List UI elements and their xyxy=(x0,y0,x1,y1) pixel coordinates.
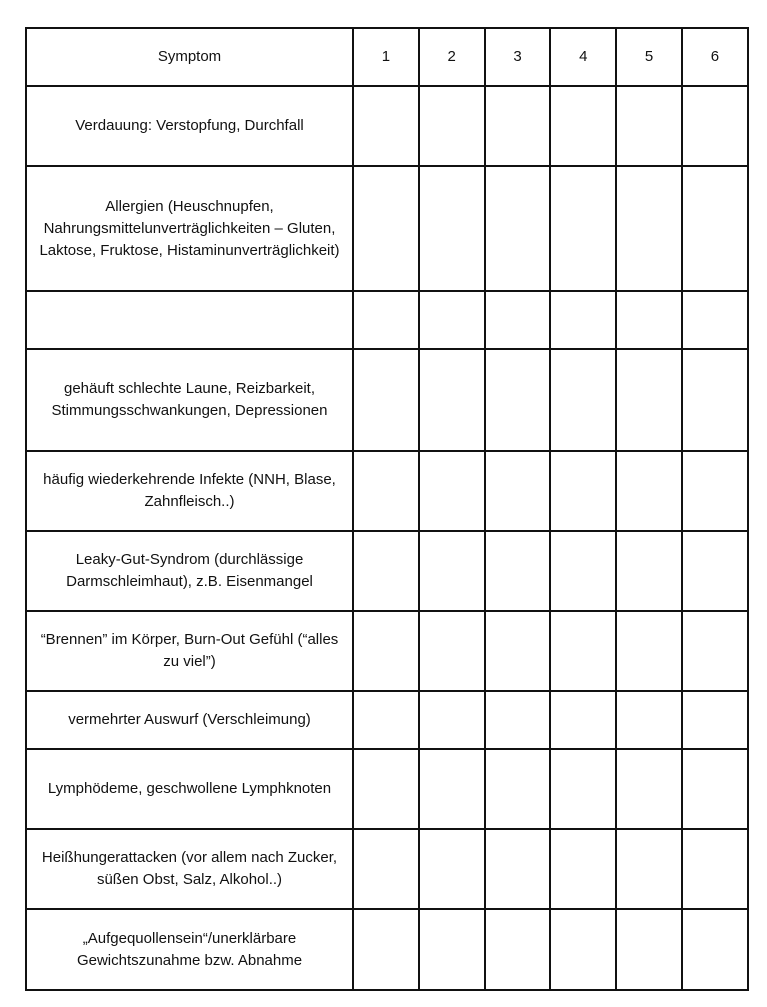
rating-cell[interactable] xyxy=(353,451,419,531)
rating-cell[interactable] xyxy=(419,829,485,909)
rating-cell[interactable] xyxy=(353,349,419,451)
rating-cell[interactable] xyxy=(550,166,616,291)
symptom-cell: „Aufgequollensein“/unerklärbare Gewichtszunahme bzw. Abnahme xyxy=(26,909,353,990)
rating-cell[interactable] xyxy=(550,451,616,531)
rating-cell[interactable] xyxy=(616,291,682,349)
rating-cell[interactable] xyxy=(353,291,419,349)
rating-cell[interactable] xyxy=(616,531,682,611)
rating-cell[interactable] xyxy=(485,86,551,166)
header-row xyxy=(26,28,748,86)
rating-cell[interactable] xyxy=(419,451,485,531)
table-row xyxy=(26,531,748,611)
rating-cell[interactable] xyxy=(485,909,551,990)
rating-cell[interactable] xyxy=(353,749,419,829)
table-row xyxy=(26,291,748,349)
symptom-cell: häufig wiederkehrende Infekte (NNH, Blase, Zahnfleisch..) xyxy=(26,451,353,531)
rating-cell[interactable] xyxy=(485,829,551,909)
rating-cell[interactable] xyxy=(616,86,682,166)
rating-cell[interactable] xyxy=(550,291,616,349)
symptom-table xyxy=(25,27,749,991)
header-column-1: 1 xyxy=(353,28,419,86)
symptom-cell: “Brennen” im Körper, Burn-Out Gefühl (“alles zu viel”) xyxy=(26,611,353,691)
rating-cell[interactable] xyxy=(616,829,682,909)
rating-cell[interactable] xyxy=(485,749,551,829)
symptom-cell[interactable] xyxy=(26,291,353,349)
header-column-2: 2 xyxy=(419,28,485,86)
rating-cell[interactable] xyxy=(616,166,682,291)
table-row xyxy=(26,86,748,166)
rating-cell[interactable] xyxy=(353,531,419,611)
rating-cell[interactable] xyxy=(419,531,485,611)
symptom-cell: Lymphödeme, geschwollene Lymphknoten xyxy=(26,749,353,829)
rating-cell[interactable] xyxy=(419,349,485,451)
rating-cell[interactable] xyxy=(682,749,748,829)
rating-cell[interactable] xyxy=(616,611,682,691)
rating-cell[interactable] xyxy=(353,611,419,691)
rating-cell[interactable] xyxy=(485,691,551,749)
rating-cell[interactable] xyxy=(550,691,616,749)
rating-cell[interactable] xyxy=(616,909,682,990)
rating-cell[interactable] xyxy=(353,166,419,291)
rating-cell[interactable] xyxy=(353,691,419,749)
symptom-cell: Verdauung: Verstopfung, Durchfall xyxy=(26,86,353,166)
rating-cell[interactable] xyxy=(485,349,551,451)
rating-cell[interactable] xyxy=(616,691,682,749)
rating-cell[interactable] xyxy=(616,749,682,829)
rating-cell[interactable] xyxy=(419,749,485,829)
header-column-4: 4 xyxy=(550,28,616,86)
rating-cell[interactable] xyxy=(550,749,616,829)
rating-cell[interactable] xyxy=(419,166,485,291)
rating-cell[interactable] xyxy=(550,531,616,611)
symptom-cell: vermehrter Auswurf (Verschleimung) xyxy=(26,691,353,749)
rating-cell[interactable] xyxy=(682,691,748,749)
table-row xyxy=(26,451,748,531)
rating-cell[interactable] xyxy=(550,611,616,691)
rating-cell[interactable] xyxy=(682,349,748,451)
rating-cell[interactable] xyxy=(419,909,485,990)
table-row xyxy=(26,166,748,291)
rating-cell[interactable] xyxy=(682,86,748,166)
rating-cell[interactable] xyxy=(682,166,748,291)
rating-cell[interactable] xyxy=(550,86,616,166)
table-row xyxy=(26,611,748,691)
rating-cell[interactable] xyxy=(485,611,551,691)
header-column-3: 3 xyxy=(485,28,551,86)
rating-cell[interactable] xyxy=(419,611,485,691)
rating-cell[interactable] xyxy=(353,909,419,990)
rating-cell[interactable] xyxy=(682,611,748,691)
rating-cell[interactable] xyxy=(682,291,748,349)
table-row xyxy=(26,829,748,909)
rating-cell[interactable] xyxy=(485,531,551,611)
rating-cell[interactable] xyxy=(353,86,419,166)
table-row xyxy=(26,909,748,990)
rating-cell[interactable] xyxy=(550,909,616,990)
table-row xyxy=(26,349,748,451)
rating-cell[interactable] xyxy=(419,86,485,166)
rating-cell[interactable] xyxy=(485,451,551,531)
rating-cell[interactable] xyxy=(682,909,748,990)
rating-cell[interactable] xyxy=(353,829,419,909)
symptom-cell: Allergien (Heuschnupfen, Nahrungsmittelunverträglichkeiten – Gluten, Laktose, Fruktose, Histaminunverträglichkeit) xyxy=(26,166,353,291)
symptom-cell: gehäuft schlechte Laune, Reizbarkeit, Stimmungsschwankungen, Depressionen xyxy=(26,349,353,451)
rating-cell[interactable] xyxy=(682,531,748,611)
rating-cell[interactable] xyxy=(682,829,748,909)
header-column-6: 6 xyxy=(682,28,748,86)
header-column-5: 5 xyxy=(616,28,682,86)
symptom-cell: Heißhungerattacken (vor allem nach Zucker, süßen Obst, Salz, Alkohol..) xyxy=(26,829,353,909)
table-row xyxy=(26,691,748,749)
rating-cell[interactable] xyxy=(485,291,551,349)
rating-cell[interactable] xyxy=(616,349,682,451)
rating-cell[interactable] xyxy=(419,691,485,749)
rating-cell[interactable] xyxy=(550,349,616,451)
header-symptom: Symptom xyxy=(26,28,353,86)
rating-cell[interactable] xyxy=(616,451,682,531)
rating-cell[interactable] xyxy=(550,829,616,909)
symptom-cell: Leaky-Gut-Syndrom (durchlässige Darmschleimhaut), z.B. Eisenmangel xyxy=(26,531,353,611)
rating-cell[interactable] xyxy=(682,451,748,531)
rating-cell[interactable] xyxy=(485,166,551,291)
rating-cell[interactable] xyxy=(419,291,485,349)
table-row xyxy=(26,749,748,829)
